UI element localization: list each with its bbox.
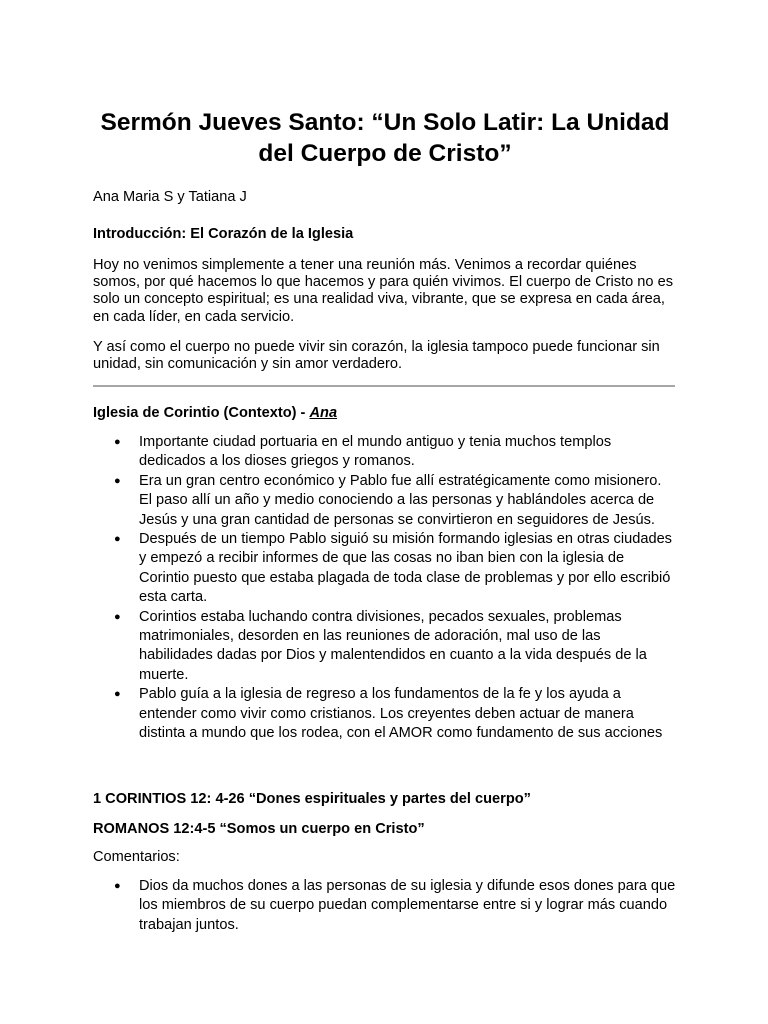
intro-paragraph: Y así como el cuerpo no puede vivir sin corazón, la iglesia tampoco puede funcionar sin unidad, sin comunicación y sin amor verdadero. [93, 339, 660, 373]
context-heading [93, 404, 337, 423]
context-presenter: Ana [309, 405, 338, 421]
list-item-text: Corintios estaba luchando contra divisiones, pecados sexuales, problemas matrimoniales, desorden en las reuniones de adoración, mal uso de las habilidades dadas por Dios y malentendidos en cuanto a la vida después de la muerte. [139, 608, 647, 683]
bullet-icon: ● [114, 474, 121, 487]
list-item-text: Después de un tiempo Pablo siguió su misión formando iglesias en otras ciudades y empezó a recibir informes de que las cosas no iban bien con la iglesia de Corintio puesto que estaba plagada de toda clase de problemas y por ello escribió esta carta. [139, 531, 672, 606]
list-item-text: Era un gran centro económico y Pablo fue allí estratégicamente como misionero. El paso allí un año y medio conociendo a las personas y hablándoles acerca de Jesús y una gran cantidad de personas se convirtieron en seguidores de Jesús. [139, 472, 662, 528]
intro-paragraph: Hoy no venimos simplemente a tener una reunión más. Venimos a recordar quiénes somos, por qué hacemos lo que hacemos y para quién vivimos. El cuerpo de Cristo no es solo un concepto espiritual; es una realidad viva, vibrante, que se expresa en cada área, en cada líder, en cada servicio. [93, 257, 673, 325]
intro-heading: Introducción: El Corazón de la Iglesia [93, 226, 354, 242]
list-item [93, 472, 677, 530]
list-item-text: Pablo guía a la iglesia de regreso a los fundamentos de la fe y los ayuda a entender como vivir como cristianos. Los creyentes deben actuar de manera distinta a mundo que los rodea, con el AMOR como fundamento de sus acciones [139, 686, 663, 742]
list-item [93, 530, 677, 608]
context-heading-label: Iglesia de Corintio (Contexto) - [93, 405, 310, 421]
list-item-text: Dios da muchos dones a las personas de su iglesia y difunde esos dones para que los miembros de su cuerpo puedan complementarse entre si y lograr más cuando trabajan juntos. [139, 878, 676, 933]
list-item-text: Importante ciudad portuaria en el mundo antiguo y tenia muchos templos dedicados a los dioses griegos y romanos. [139, 434, 612, 470]
list-item [93, 433, 677, 472]
context-bullet-list [93, 433, 677, 744]
authors-line: Ana Maria S y Tatiana J [93, 189, 247, 205]
comments-bullet-list [93, 877, 677, 935]
bullet-icon: ● [114, 610, 121, 623]
bullet-icon: ● [114, 436, 121, 448]
scripture-reference: 1 CORINTIOS 12: 4-26 “Dones espirituales y partes del cuerpo” [93, 791, 531, 807]
scripture-reference: ROMANOS 12:4-5 “Somos un cuerpo en Cristo” [93, 821, 425, 837]
bullet-icon: ● [114, 533, 121, 546]
sermon-title: Sermón Jueves Santo: “Un Solo Latir: La Unidad del Cuerpo de Cristo” [100, 109, 670, 167]
list-item [93, 877, 677, 935]
comments-label: Comentarios: [93, 849, 180, 865]
bullet-icon: ● [114, 688, 121, 701]
horizontal-divider [93, 385, 675, 387]
list-item [93, 685, 677, 743]
list-item [93, 608, 677, 686]
bullet-icon: ● [114, 880, 121, 892]
